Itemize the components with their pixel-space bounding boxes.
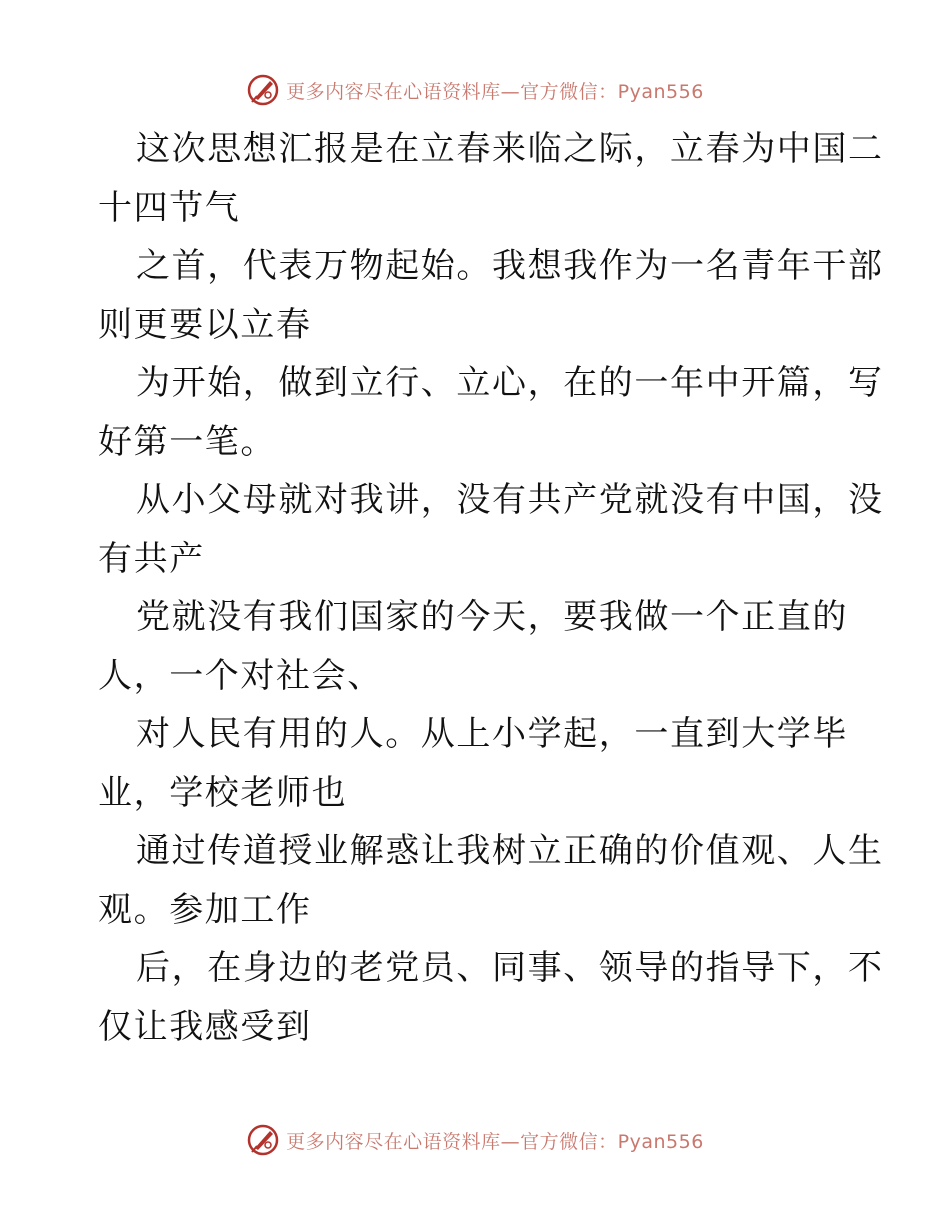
document-body [98, 120, 884, 1056]
text-line: 对人民有用的人。从上小学起，一直到大学毕 [136, 714, 848, 754]
text-line: 之首，代表万物起始。我想我作为一名青年干部 [136, 246, 884, 286]
text-line: 后，在身边的老党员、同事、领导的指导下，不 [136, 948, 884, 988]
text-line: 业，学校老师也 [98, 772, 348, 813]
text-line: 好第一笔。 [98, 421, 276, 462]
text-line: 人，一个对社会、 [98, 655, 383, 696]
text-line: 有共产 [98, 538, 205, 579]
text-line: 为开始，做到立行、立心，在的一年中开篇，写 [136, 363, 884, 403]
quill-logo-icon [246, 73, 280, 107]
quill-logo-icon [246, 1123, 280, 1157]
text-line: 则更要以立春 [98, 304, 312, 345]
header-watermark [0, 72, 950, 108]
text-line: 观。参加工作 [98, 889, 312, 930]
text-line: 这次思想汇报是在立春来临之际，立春为中国二 [136, 129, 884, 169]
text-line: 党就没有我们国家的今天，要我做一个正直的 [136, 597, 848, 637]
text-line: 从小父母就对我讲，没有共产党就没有中国，没 [136, 480, 884, 520]
footer-watermark [0, 1122, 950, 1158]
text-line: 十四节气 [98, 187, 241, 228]
text-line: 通过传道授业解惑让我树立正确的价值观、人生 [136, 831, 884, 871]
watermark-text: 更多内容尽在心语资料库—官方微信：Pyan556 [286, 1130, 704, 1153]
text-line: 仅让我感受到 [98, 1006, 312, 1047]
watermark-text: 更多内容尽在心语资料库—官方微信：Pyan556 [286, 80, 704, 103]
